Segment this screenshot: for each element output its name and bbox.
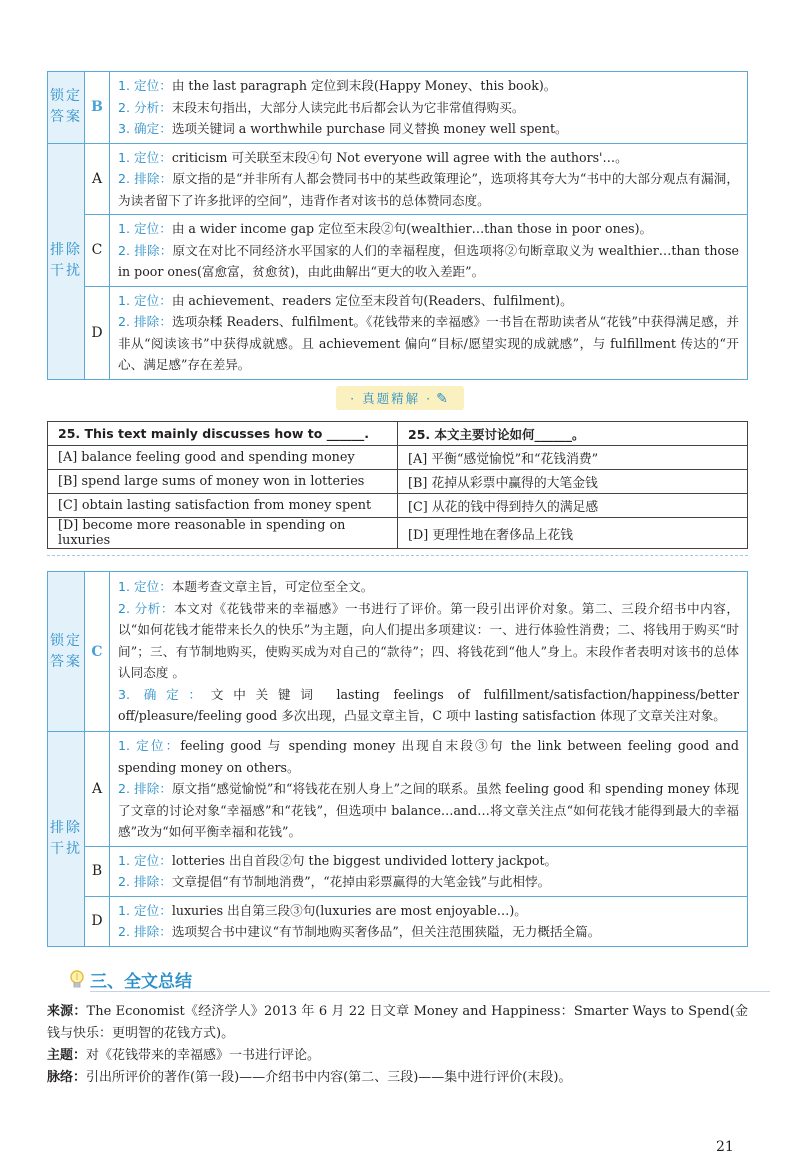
exclude-distractor-label: 排除干扰	[48, 732, 85, 947]
key-option: C	[85, 572, 110, 732]
analysis-table-2	[47, 571, 748, 947]
summary-body	[47, 1001, 748, 1089]
key-analysis: 1. 定位：本题考查文章主旨，可定位至全文。 2. 分析：本文对《花钱带来的幸福感》一书进行了评价。第一段引出评价对象。第二、三段介绍书中内容，以“如何花钱才能带来长久的快乐”为主题，向人们提出多项建议：一、进行体验性消费；二、将钱用于购买“时间”；三、有节制地购买，使购买成为对自己的“款待”；四、将钱花到“他人”身上。末段作者表明对该书的总体认同态度 。 3. 确定：文中关键词 lasting feelings of fulfillment/satisfaction/happiness/better off/pleasure/feeling good 多次出现，凸显文章主旨，C 项中 lasting satisfaction 体现了文章关注对象。	[110, 572, 748, 732]
lock-answer-label: 锁定答案	[48, 72, 85, 144]
distractor-analysis: 1. 定位：feeling good 与 spending money 出现自末段③句 the link between feeling good and spending money on others。 2. 排除：原文指“感觉愉悦”和“将钱花在别人身上”之间的联系。虽然 feeling good 和 spending money 体现了文章的讨论对象“幸福感”和“花钱”，但选项中 balance…and…将文章关注点“如何花钱才能得到最大的幸福感”改为“如何平衡幸福和花钱”。	[110, 732, 748, 847]
dotted-divider	[47, 555, 748, 556]
option-en: [A] balance feeling good and spending money	[48, 446, 398, 470]
distractor-option: D	[85, 896, 110, 946]
summary-theme: 主题：对《花钱带来的幸福感》一书进行评论。	[47, 1048, 321, 1063]
summary-source: 来源：The Economist《经济学人》2013 年 6 月 22 日文章 Money and Happiness：Smarter Ways to Spend(金钱与快乐：更明智的花钱方式)。	[47, 1004, 748, 1041]
key-option: B	[85, 72, 110, 144]
lightbulb-icon	[68, 969, 86, 991]
question-section-title: · 真题精解 · ✎	[0, 386, 800, 412]
exclude-distractor-label: 排除干扰	[48, 143, 85, 379]
page-number: 21	[716, 1139, 734, 1155]
pen-icon: ✎	[436, 391, 450, 407]
option-zh: [B] 花掉从彩票中赢得的大笔金钱	[398, 470, 748, 494]
option-zh: [C] 从花的钱中得到持久的满足感	[398, 494, 748, 518]
option-en: [C] obtain lasting satisfaction from money spent	[48, 494, 398, 518]
distractor-analysis: 1. 定位：criticism 可关联至末段④句 Not everyone will agree with the authors'…。 2. 排除：原文指的是“并非所有人都会赞同书中的某些政策理论”，选项将其夸大为“书中的大部分观点有漏洞，为读者留下了许多批评的空间”，违背作者对该书的总体赞同态度。	[110, 143, 748, 215]
distractor-option: C	[85, 215, 110, 287]
distractor-analysis: 1. 定位：由 achievement、readers 定位至末段首句(Readers、fulfilment)。 2. 排除：选项杂糅 Readers、fulfilment。《花钱带来的幸福感》一书旨在帮助读者从“花钱”中获得满足感，并非从“阅读该书”中获得成就感。且 achievement 偏向“目标/愿望实现的成就感”，与 fulfillment 传达的“开心、满足感”存在差异。	[110, 286, 748, 379]
distractor-option: A	[85, 732, 110, 847]
option-en: [B] spend large sums of money won in lotteries	[48, 470, 398, 494]
distractor-analysis: 1. 定位：luxuries 出自第三段③句(luxuries are most enjoyable…)。 2. 排除：选项契合书中建议“有节制地购买奢侈品”，但关注范围狭隘，无力概括全篇。	[110, 896, 748, 946]
analysis-table-1	[47, 71, 748, 380]
summary-context: 脉络：引出所评价的著作(第一段)——介绍书中内容(第二、三段)——集中进行评价(末段)。	[47, 1070, 572, 1085]
option-zh: [D] 更理性地在奢侈品上花钱	[398, 518, 748, 549]
option-en: [D] become more reasonable in spending on luxuries	[48, 518, 398, 549]
distractor-option: B	[85, 846, 110, 896]
question-stem-en: 25. This text mainly discusses how to ______.	[48, 422, 398, 446]
distractor-option: D	[85, 286, 110, 379]
lock-answer-label: 锁定答案	[48, 572, 85, 732]
option-zh: [A] 平衡“感觉愉悦”和“花钱消费”	[398, 446, 748, 470]
distractor-analysis: 1. 定位：由 a wider income gap 定位至末段②句(wealthier…than those in poor ones)。 2. 排除：原文在对比不同经济水平国家的人们的幸福程度，但选项将②句断章取义为 wealthier…than those in poor ones(富愈富，贫愈贫)，由此曲解出“更大的收入差距”。	[110, 215, 748, 287]
question-stem-zh: 25. 本文主要讨论如何______。	[398, 422, 748, 446]
question-table	[47, 421, 748, 549]
distractor-analysis: 1. 定位：lotteries 出自首段②句 the biggest undivided lottery jackpot。 2. 排除：文章提倡“有节制地消费”，“花掉由彩票赢得的大笔金钱”与此相悖。	[110, 846, 748, 896]
distractor-option: A	[85, 143, 110, 215]
key-analysis: 1. 定位：由 the last paragraph 定位到末段(Happy Money、this book)。 2. 分析：末段末句指出，大部分人读完此书后都会认为它非常值得购买。 3. 确定：选项关键词 a worthwhile purchase 同义替换 money well spent。	[110, 72, 748, 144]
